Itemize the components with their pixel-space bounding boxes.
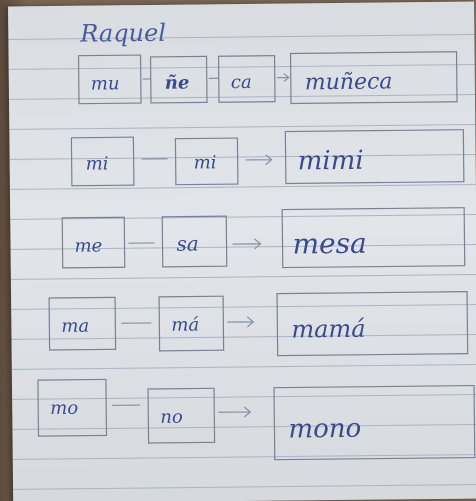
syllable-text: me [74, 235, 103, 257]
syllable-text: ma [61, 315, 90, 337]
word-text: mimi [297, 145, 364, 177]
syllable-text: sa [176, 231, 199, 256]
syllable-text: má [171, 314, 200, 336]
exercise-row-1 [79, 52, 458, 106]
word-text: muñeca [304, 69, 393, 96]
syllable-text: mo [50, 397, 79, 420]
student-name: Raquel [80, 18, 167, 48]
exercise-row-4 [49, 292, 468, 358]
arrow-icon [227, 317, 253, 327]
worksheet-drawing [8, 2, 476, 501]
arrow-icon [246, 155, 272, 165]
syllable-text: no [160, 406, 183, 428]
word-text: mamá [291, 314, 366, 344]
syllable-text: ñe [164, 72, 190, 94]
syllable-text: mi [85, 153, 109, 175]
exercise-row-5 [38, 376, 475, 463]
arrow-icon [218, 407, 250, 417]
word-text: mono [288, 413, 362, 445]
lined-paper-sheet [8, 2, 476, 501]
syllable-text: ca [230, 71, 252, 94]
arrow-icon [277, 74, 289, 82]
syllable-text: mu [90, 73, 120, 95]
word-text: mesa [292, 226, 367, 261]
syllable-text: mi [193, 152, 217, 174]
